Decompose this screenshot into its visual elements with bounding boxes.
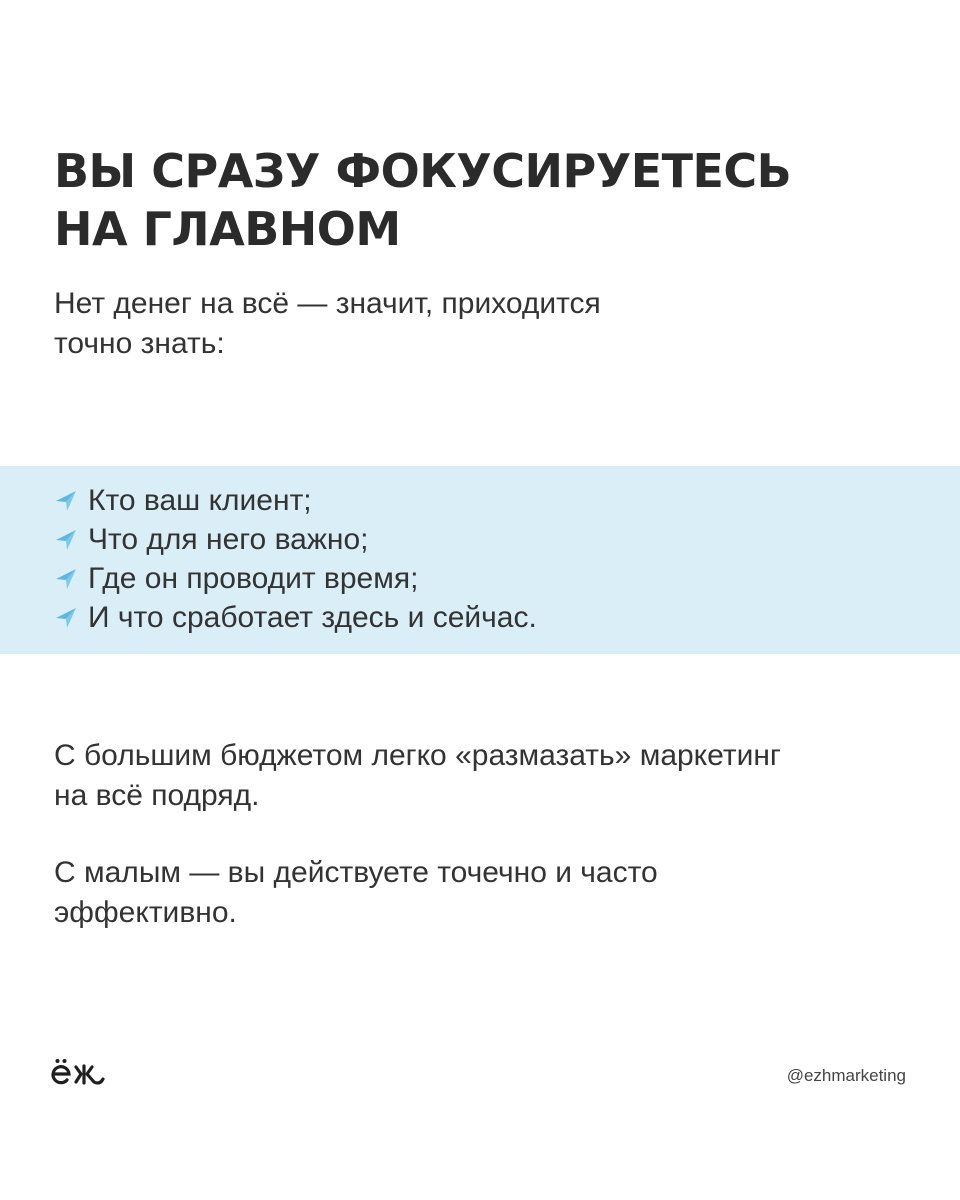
- triangle-check-icon: [54, 606, 78, 630]
- social-handle: @ezhmarketing: [786, 1066, 906, 1085]
- brand-logo: [50, 1055, 106, 1087]
- paragraph-big-budget: [54, 736, 934, 816]
- list-item: [54, 520, 537, 559]
- page-title: [54, 142, 914, 258]
- paragraph-small-budget: [54, 853, 934, 933]
- list-item-label: Что для него важно;: [88, 522, 369, 556]
- intro-line-2: точно знать:: [54, 327, 225, 360]
- triangle-check-icon: [54, 528, 78, 552]
- paragraph-line: на всё подряд.: [54, 779, 260, 812]
- checklist: [54, 481, 537, 637]
- list-item: [54, 481, 537, 520]
- list-item-label: И что сработает здесь и сейчас.: [88, 600, 537, 634]
- title-line-1: ВЫ СРАЗУ ФОКУСИРУЕТЕСЬ: [54, 144, 792, 198]
- triangle-check-icon: [54, 489, 78, 513]
- title-line-2: НА ГЛАВНОМ: [54, 202, 401, 256]
- paragraph-line: эффективно.: [54, 896, 237, 929]
- list-item-label: Где он проводит время;: [88, 561, 419, 595]
- triangle-check-icon: [54, 567, 78, 591]
- paragraph-line: С большим бюджетом легко «размазать» маркетинг: [54, 739, 781, 772]
- paragraph-line: С малым — вы действуете точечно и часто: [54, 856, 658, 889]
- list-item: [54, 598, 537, 637]
- intro-line-1: Нет денег на всё — значит, приходится: [54, 287, 601, 320]
- list-item-label: Кто ваш клиент;: [88, 483, 312, 517]
- intro-text: [54, 284, 914, 364]
- list-item: [54, 559, 537, 598]
